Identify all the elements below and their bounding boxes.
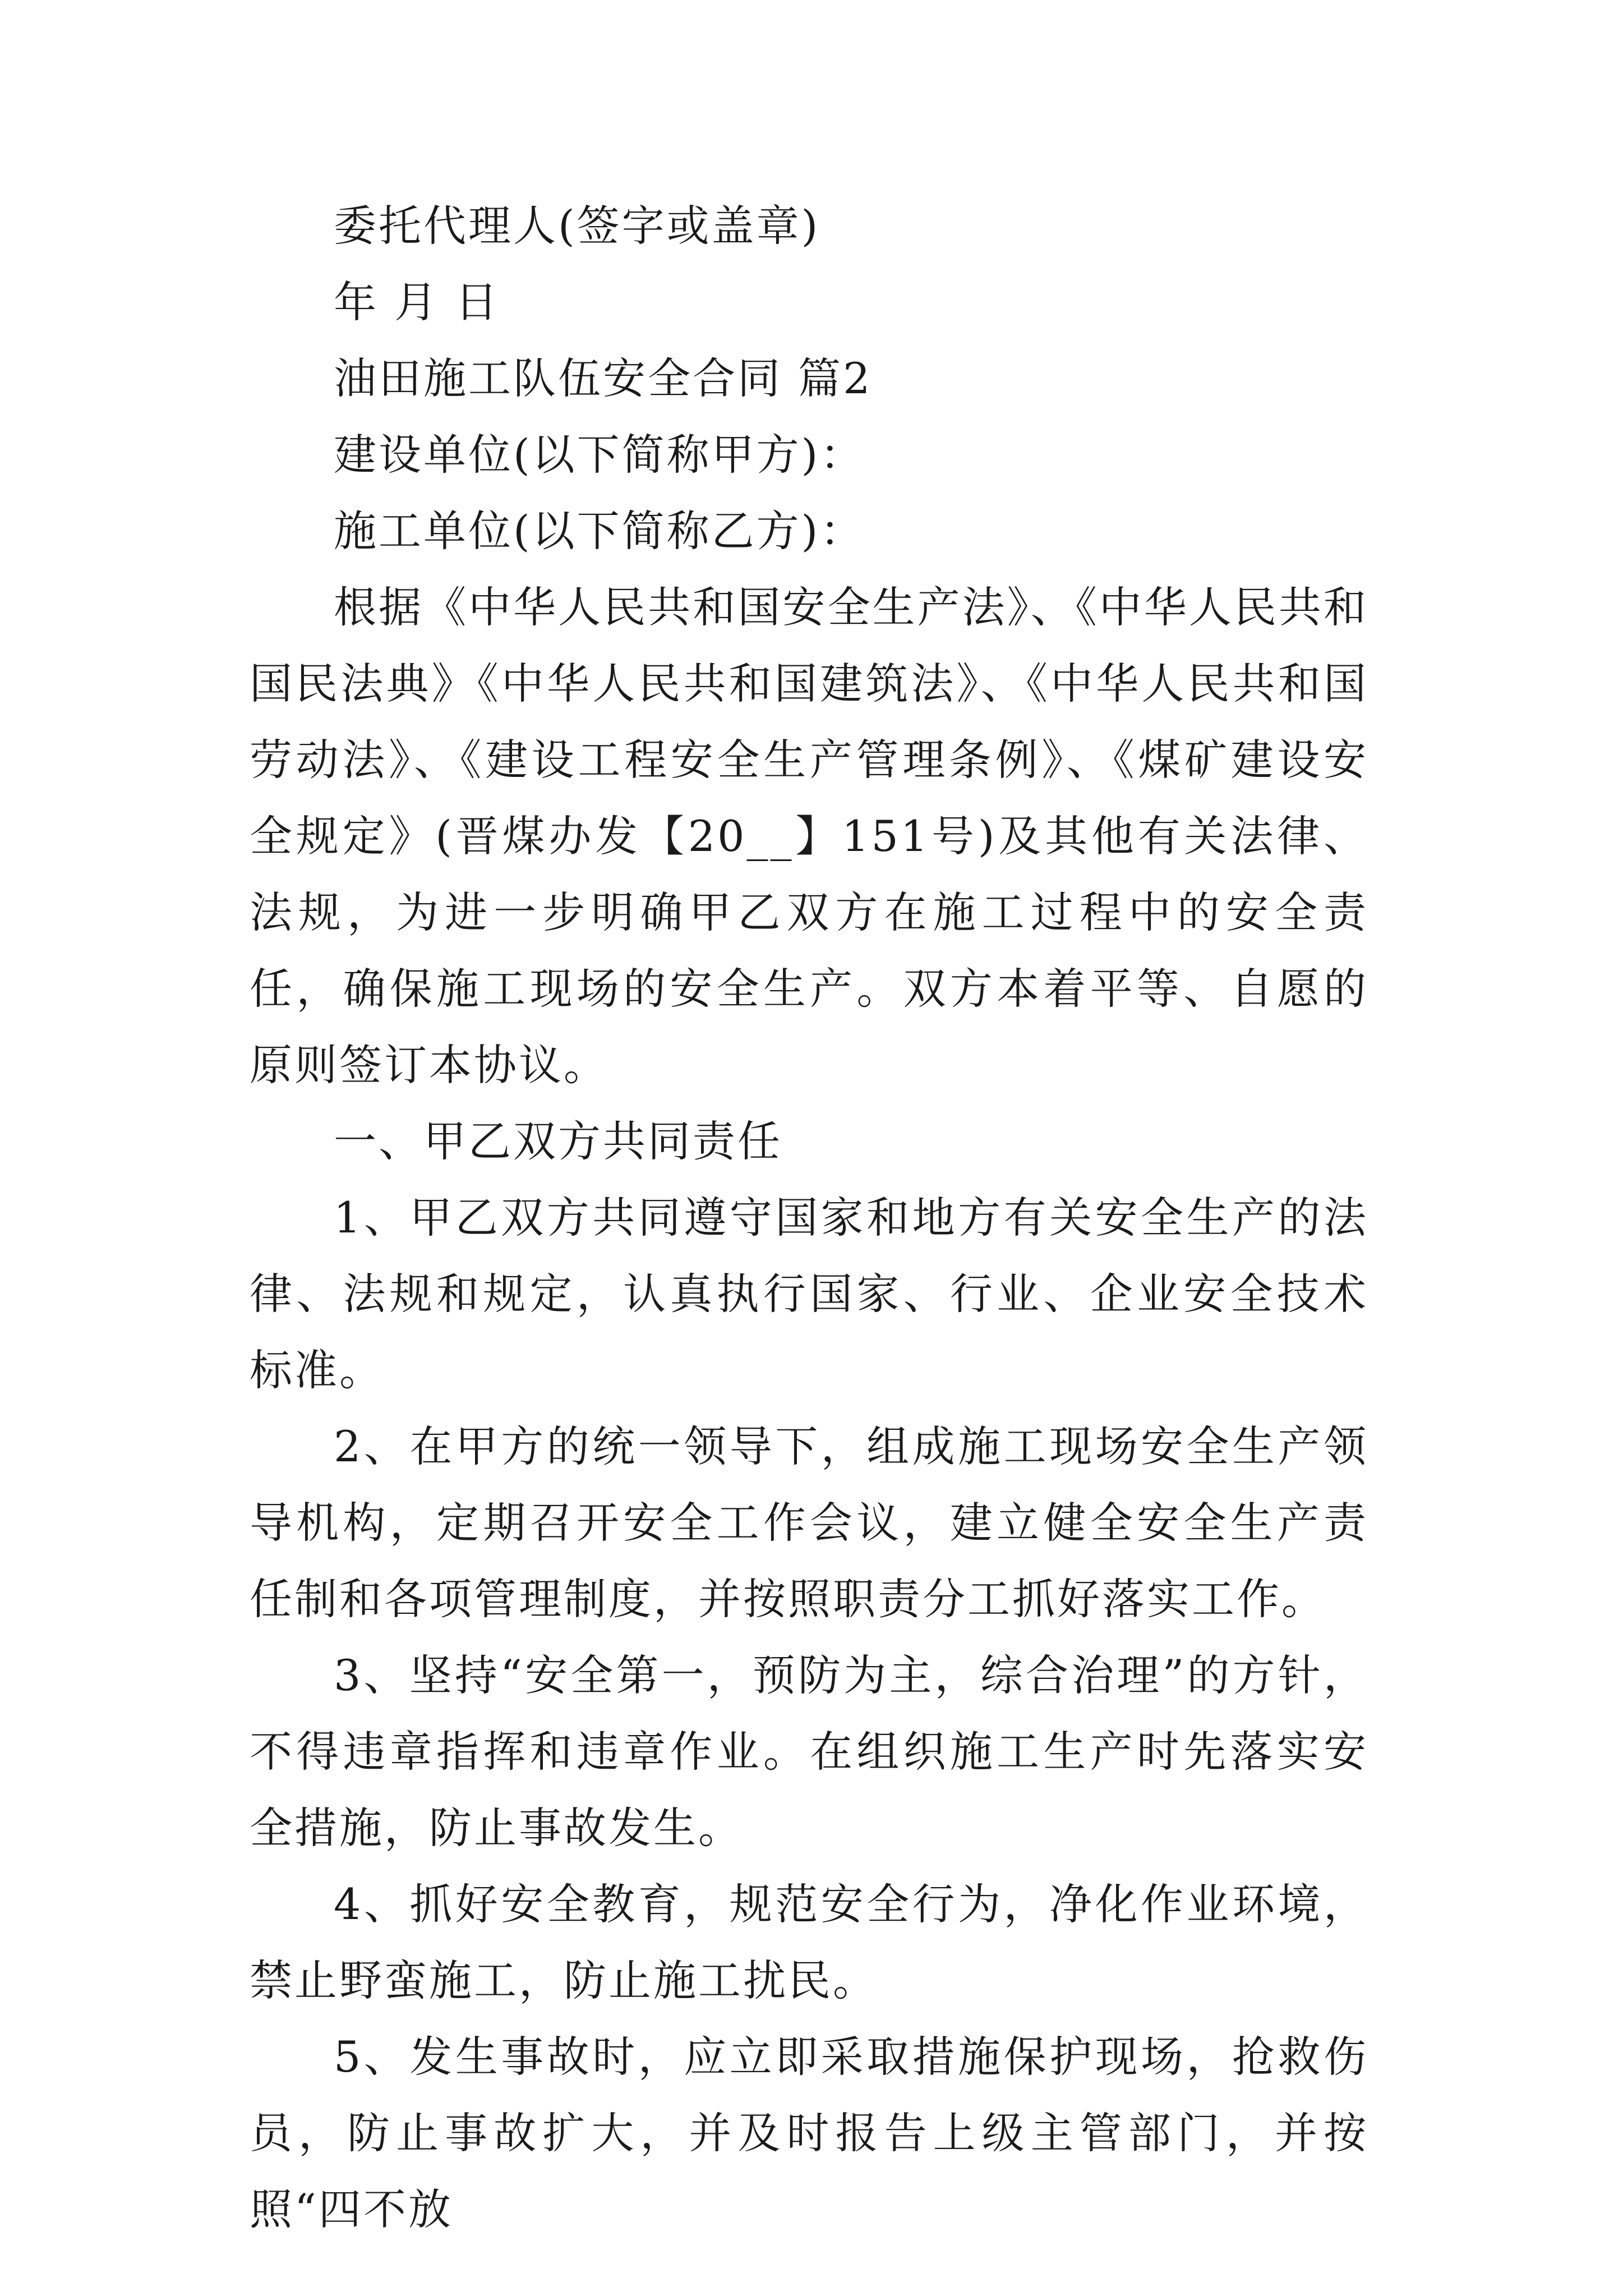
party-b-line: 施工单位(以下简称乙方)：	[334, 506, 865, 556]
clause-item-2: 2、在甲方的统一领导下，组成施工现场安全生产领导机构，定期召开安全工作会议，建立健全安全生产责任制和各项管理制度，并按照职责分工抓好落实工作。	[250, 1421, 1368, 1624]
party-a-line: 建设单位(以下简称甲方)：	[334, 430, 865, 480]
document-body	[250, 188, 1368, 2248]
date-line: 年 月 日	[334, 277, 500, 327]
preamble-paragraph: 根据《中华人民共和国安全生产法》、《中华人民共和国民法典》《中华人民共和国建筑法》、《中华人民共和国劳动法》、《建设工程安全生产管理条例》、《煤矿建设安全规定》(晋煤办发【20__】151号)及其他有关法律、法规，为进一步明确甲乙双方在施工过程中的安全责任，确保施工现场的安全生产。双方本着平等、自愿的原则签订本协议。	[250, 582, 1368, 1090]
clause-item-1: 1、甲乙双方共同遵守国家和地方有关安全生产的法律、法规和规定，认真执行国家、行业、企业安全技术标准。	[250, 1193, 1368, 1395]
clause-item-4: 4、抓好安全教育，规范安全行为，净化作业环境，禁止野蛮施工，防止施工扰民。	[250, 1879, 1368, 2005]
signature-line: 委托代理人(签字或盖章)	[334, 201, 820, 251]
clause-heading: 一、甲乙双方共同责任	[334, 1116, 782, 1166]
clause-item-5: 5、发生事故时，应立即采取措施保护现场，抢救伤员，防止事故扩大，并及时报告上级主管部门，并按照“四不放	[250, 2032, 1368, 2234]
section-title: 油田施工队伍安全合同 篇2	[334, 353, 873, 403]
clause-item-3: 3、坚持“安全第一，预防为主，综合治理”的方针，不得违章指挥和违章作业。在组织施工生产时先落实安全措施，防止事故发生。	[250, 1650, 1368, 1853]
